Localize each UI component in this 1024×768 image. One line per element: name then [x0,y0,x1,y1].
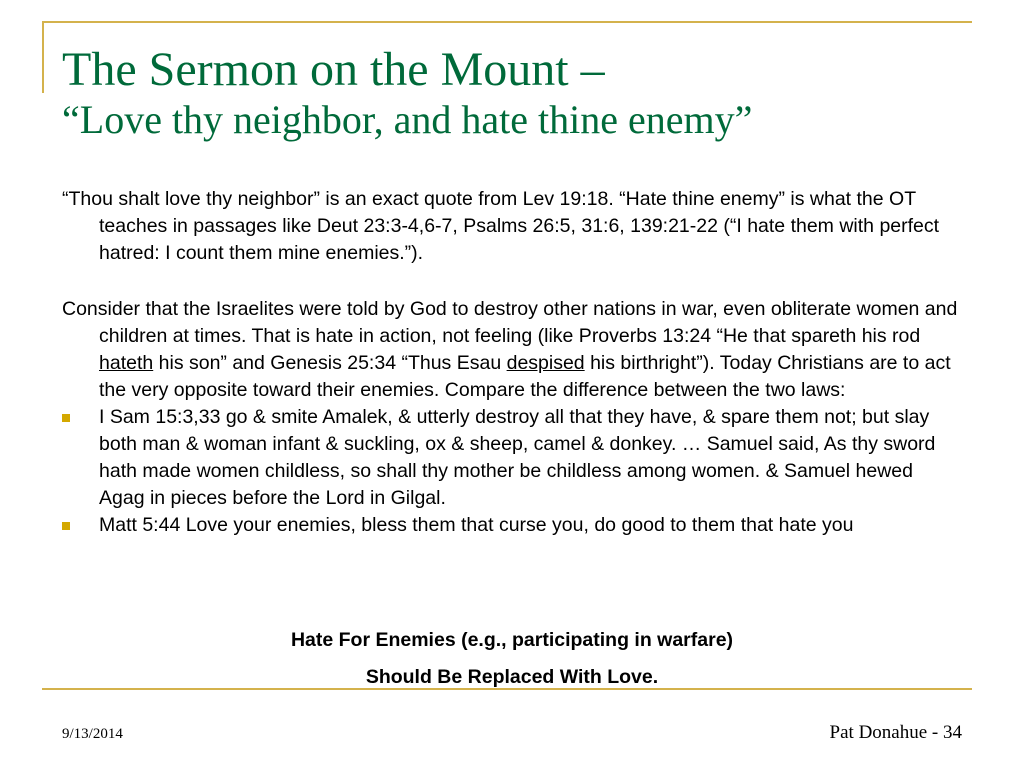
conclusion-line-1: Hate For Enemies (e.g., participating in warfare) [290,629,734,651]
footer-date: 9/13/2014 [62,726,123,742]
bullet-square-icon [62,522,70,530]
title-line-1: The Sermon on the Mount – [62,43,605,96]
title-line-2: “Love thy neighbor, and hate thine enemy” [62,97,753,142]
frame-bottom-line [42,688,972,690]
paragraph-2-part-1: Consider that the Israelites were told by God to destroy other nations in war, even obliterate women and children at times. That is hate in action, not feeling (like Proverbs 13:24 “He that spareth his rod [62,298,958,347]
slide-body [62,186,962,539]
paragraph-gap [62,267,962,296]
paragraph-2-part-2: his son” and Genesis 25:34 “Thus Esau [153,352,507,374]
paragraph-1: “Thou shalt love thy neighbor” is an exact quote from Lev 19:18. “Hate thine enemy” is what the OT teaches in passages like Deut 23:3-4,6-7, Psalms 26:5, 31:6, 139:21-22 (“I hate them with perfect hatred: I count them mine enemies.”). [62,188,940,264]
slide-title [62,44,992,144]
conclusion-line-2: Should Be Replaced With Love. [365,666,659,688]
bullet-item-1 [62,404,962,512]
bullet-item-2-text: Matt 5:44 Love your enemies, bless them that curse you, do good to them that hate you [99,514,854,536]
underlined-word-hateth: hateth [99,352,154,374]
bullet-item-2 [62,512,962,539]
frame-left-line [42,21,44,93]
underlined-word-despised: despised [506,352,585,374]
frame-top-line [42,21,972,23]
footer-author-page: Pat Donahue - 34 [829,722,962,743]
paragraph-2 [62,296,962,404]
bullet-item-1-text: I Sam 15:3,33 go & smite Amalek, & utterly destroy all that they have, & spare them not; but slay both man & woman infant & suckling, ox & sheep, camel & donkey. … Samuel said, As thy sword hath made women childless, so shall thy mother be childless among women. & Samuel hewed Agag in pieces before the Lord in Gilgal. [99,406,936,509]
bullet-square-icon [62,414,70,422]
paragraph-2-part-3: his birthright”). Today Christians are to act the very opposite toward their enemies. Compare the difference between the two laws: [99,352,951,401]
